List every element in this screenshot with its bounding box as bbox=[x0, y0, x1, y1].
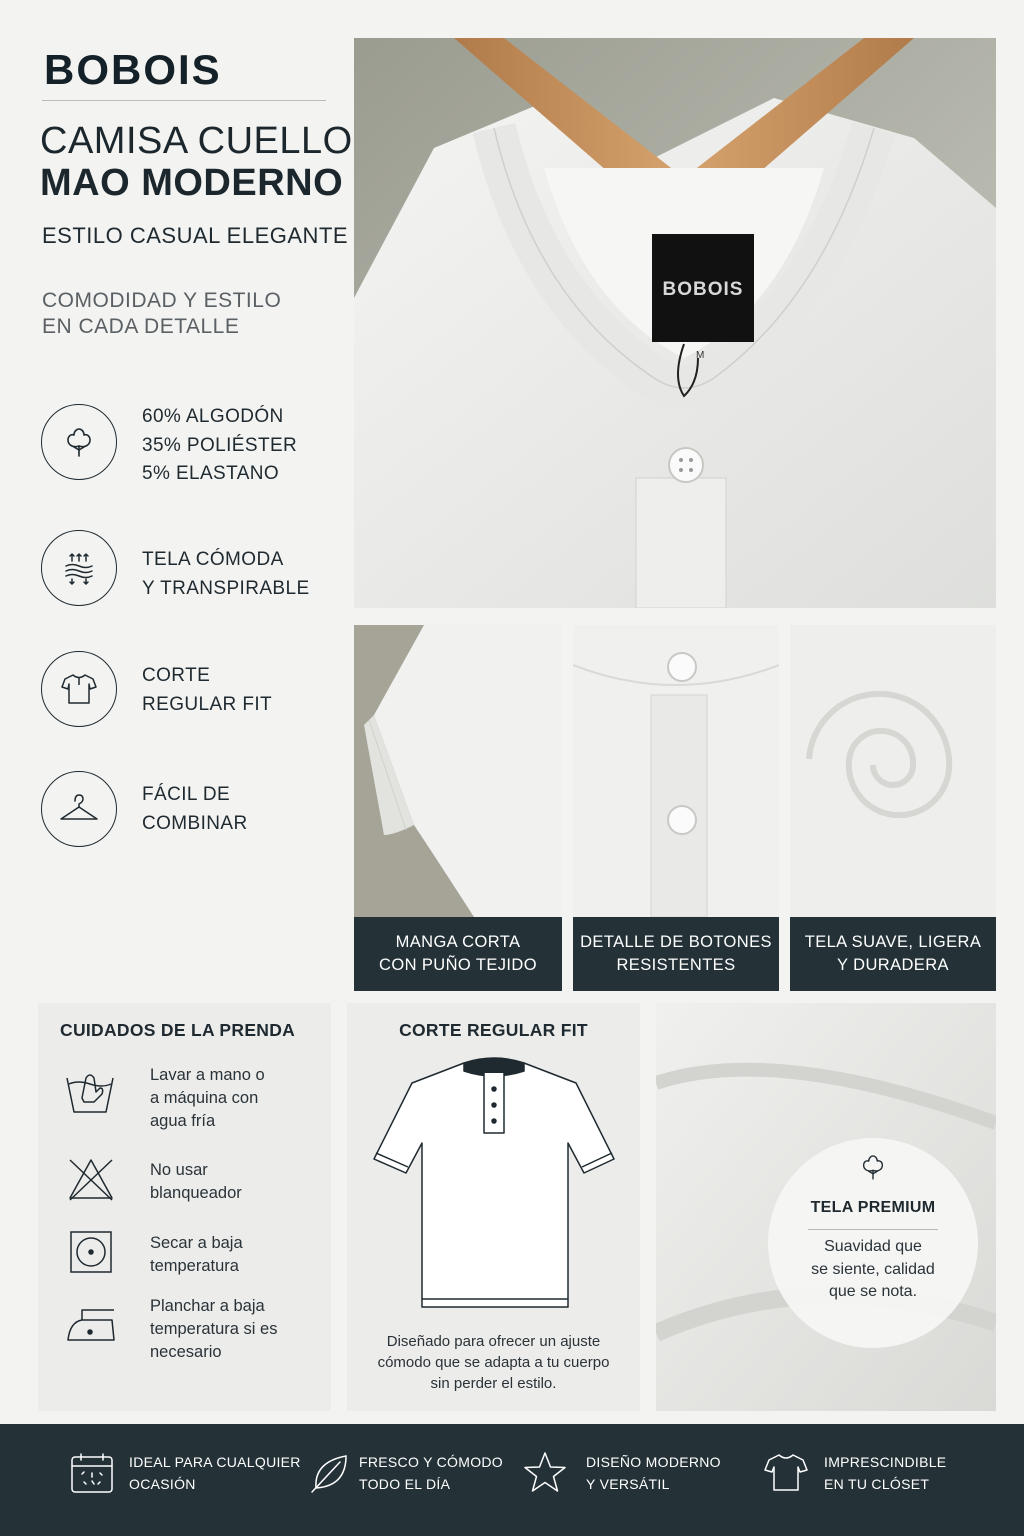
feature-composition bbox=[142, 403, 297, 489]
footer-line: FRESCO Y CÓMODO bbox=[359, 1454, 504, 1470]
hanger-icon bbox=[41, 771, 117, 847]
care-item-dry bbox=[150, 1232, 243, 1278]
star-icon bbox=[522, 1450, 568, 1499]
hero-shirt-image bbox=[354, 38, 996, 608]
premium-line: se siente, calidad bbox=[811, 1260, 935, 1278]
leaf-icon bbox=[310, 1452, 350, 1499]
feature-line: FÁCIL DE bbox=[142, 784, 231, 805]
care-line: temperatura bbox=[150, 1257, 239, 1275]
iron-low-icon bbox=[64, 1302, 118, 1349]
premium-line: Suavidad que bbox=[824, 1238, 922, 1255]
product-subtitle: ESTILO CASUAL ELEGANTE bbox=[42, 223, 349, 248]
feature-line: 5% ELASTANO bbox=[142, 463, 280, 484]
premium-title: TELA PREMIUM bbox=[810, 1199, 936, 1216]
tagline-line2: EN CADA DETALLE bbox=[42, 315, 240, 338]
care-item-iron bbox=[150, 1295, 277, 1364]
buttons-detail-image bbox=[573, 625, 779, 917]
footer-line: TODO EL DÍA bbox=[359, 1476, 451, 1492]
premium-badge bbox=[768, 1138, 978, 1348]
caption-line: RESISTENTES bbox=[616, 956, 736, 974]
calendar-icon bbox=[70, 1452, 114, 1499]
premium-text bbox=[811, 1236, 935, 1304]
tshirt-icon bbox=[41, 651, 117, 727]
tumble-dry-low-icon bbox=[69, 1230, 113, 1279]
care-line: blanqueador bbox=[150, 1184, 242, 1202]
cotton-icon bbox=[41, 404, 117, 480]
buttons-caption bbox=[573, 917, 779, 991]
footer-design bbox=[586, 1451, 721, 1495]
fit-title: CORTE REGULAR FIT bbox=[399, 1020, 588, 1040]
sleeve-caption bbox=[354, 917, 562, 991]
fit-desc-line: sin perder el estilo. bbox=[430, 1375, 557, 1392]
footer-line: DISEÑO MODERNO bbox=[586, 1454, 721, 1470]
caption-line: MANGA CORTA bbox=[395, 933, 521, 951]
no-bleach-icon bbox=[66, 1156, 116, 1207]
feature-line: REGULAR FIT bbox=[142, 693, 273, 715]
feature-fit bbox=[142, 662, 272, 719]
footer-line: IDEAL PARA CUALQUIER bbox=[129, 1454, 301, 1470]
footer-line: IMPRESCINDIBLE bbox=[824, 1454, 947, 1470]
caption-line: TELA SUAVE, LIGERA bbox=[804, 933, 982, 951]
feature-line: TELA CÓMODA bbox=[142, 549, 284, 570]
divider bbox=[42, 100, 326, 101]
footer-essential bbox=[824, 1451, 946, 1495]
fabric-caption bbox=[790, 917, 996, 991]
care-title: CUIDADOS DE LA PRENDA bbox=[60, 1020, 296, 1040]
fit-desc-line: Diseñado para ofrecer un ajuste bbox=[386, 1333, 601, 1350]
feature-line: 35% POLIÉSTER bbox=[142, 434, 298, 456]
caption-line: DETALLE DE BOTONES bbox=[580, 933, 772, 951]
brand-logo: BOBOIS bbox=[44, 46, 222, 93]
breathable-fabric-icon bbox=[41, 530, 117, 606]
care-line: agua fría bbox=[150, 1112, 216, 1130]
fit-description bbox=[347, 1331, 640, 1394]
care-item-bleach bbox=[150, 1159, 242, 1205]
feature-line: COMBINAR bbox=[142, 812, 248, 834]
fit-desc-line: cómodo que se adapta a tu cuerpo bbox=[377, 1354, 610, 1371]
feature-combine bbox=[142, 781, 248, 838]
tagline-line1: COMODIDAD Y ESTILO bbox=[42, 289, 282, 312]
care-line: necesario bbox=[150, 1343, 222, 1361]
hero-label-size: M bbox=[696, 350, 705, 361]
care-item-wash bbox=[150, 1064, 265, 1133]
premium-line: que se nota. bbox=[828, 1283, 918, 1300]
tagline bbox=[42, 288, 342, 340]
tshirt-icon bbox=[763, 1451, 809, 1498]
footer-occasion bbox=[129, 1451, 301, 1495]
cotton-icon bbox=[856, 1150, 890, 1189]
footer-line: OCASIÓN bbox=[129, 1476, 196, 1492]
feature-line: CORTE bbox=[142, 665, 211, 686]
divider bbox=[808, 1229, 938, 1230]
footer-fresh bbox=[359, 1451, 503, 1495]
shirt-technical-drawing bbox=[372, 1055, 616, 1320]
sleeve-detail-image bbox=[354, 625, 562, 917]
feature-line: Y TRANSPIRABLE bbox=[142, 577, 310, 599]
care-line: Secar a baja bbox=[150, 1234, 243, 1252]
care-line: temperatura si es bbox=[150, 1320, 278, 1338]
hero-label-brand: BOBOIS bbox=[662, 279, 744, 300]
fabric-detail-image bbox=[790, 625, 996, 917]
care-line: Lavar a mano o bbox=[150, 1066, 265, 1084]
feature-line: 60% ALGODÓN bbox=[142, 406, 284, 427]
product-title-line2: MAO MODERNO bbox=[40, 162, 344, 204]
care-line: Planchar a baja bbox=[150, 1297, 265, 1315]
product-title-line1: CAMISA CUELLO bbox=[40, 120, 353, 162]
caption-line: Y DURADERA bbox=[837, 956, 949, 974]
care-line: a máquina con bbox=[150, 1089, 259, 1107]
caption-line: CON PUÑO TEJIDO bbox=[379, 956, 537, 974]
hand-wash-icon bbox=[64, 1066, 116, 1121]
footer-line: EN TU CLÓSET bbox=[824, 1476, 930, 1492]
footer-line: Y VERSÁTIL bbox=[586, 1476, 670, 1492]
care-line: No usar bbox=[150, 1161, 208, 1179]
feature-fabric bbox=[142, 546, 310, 603]
